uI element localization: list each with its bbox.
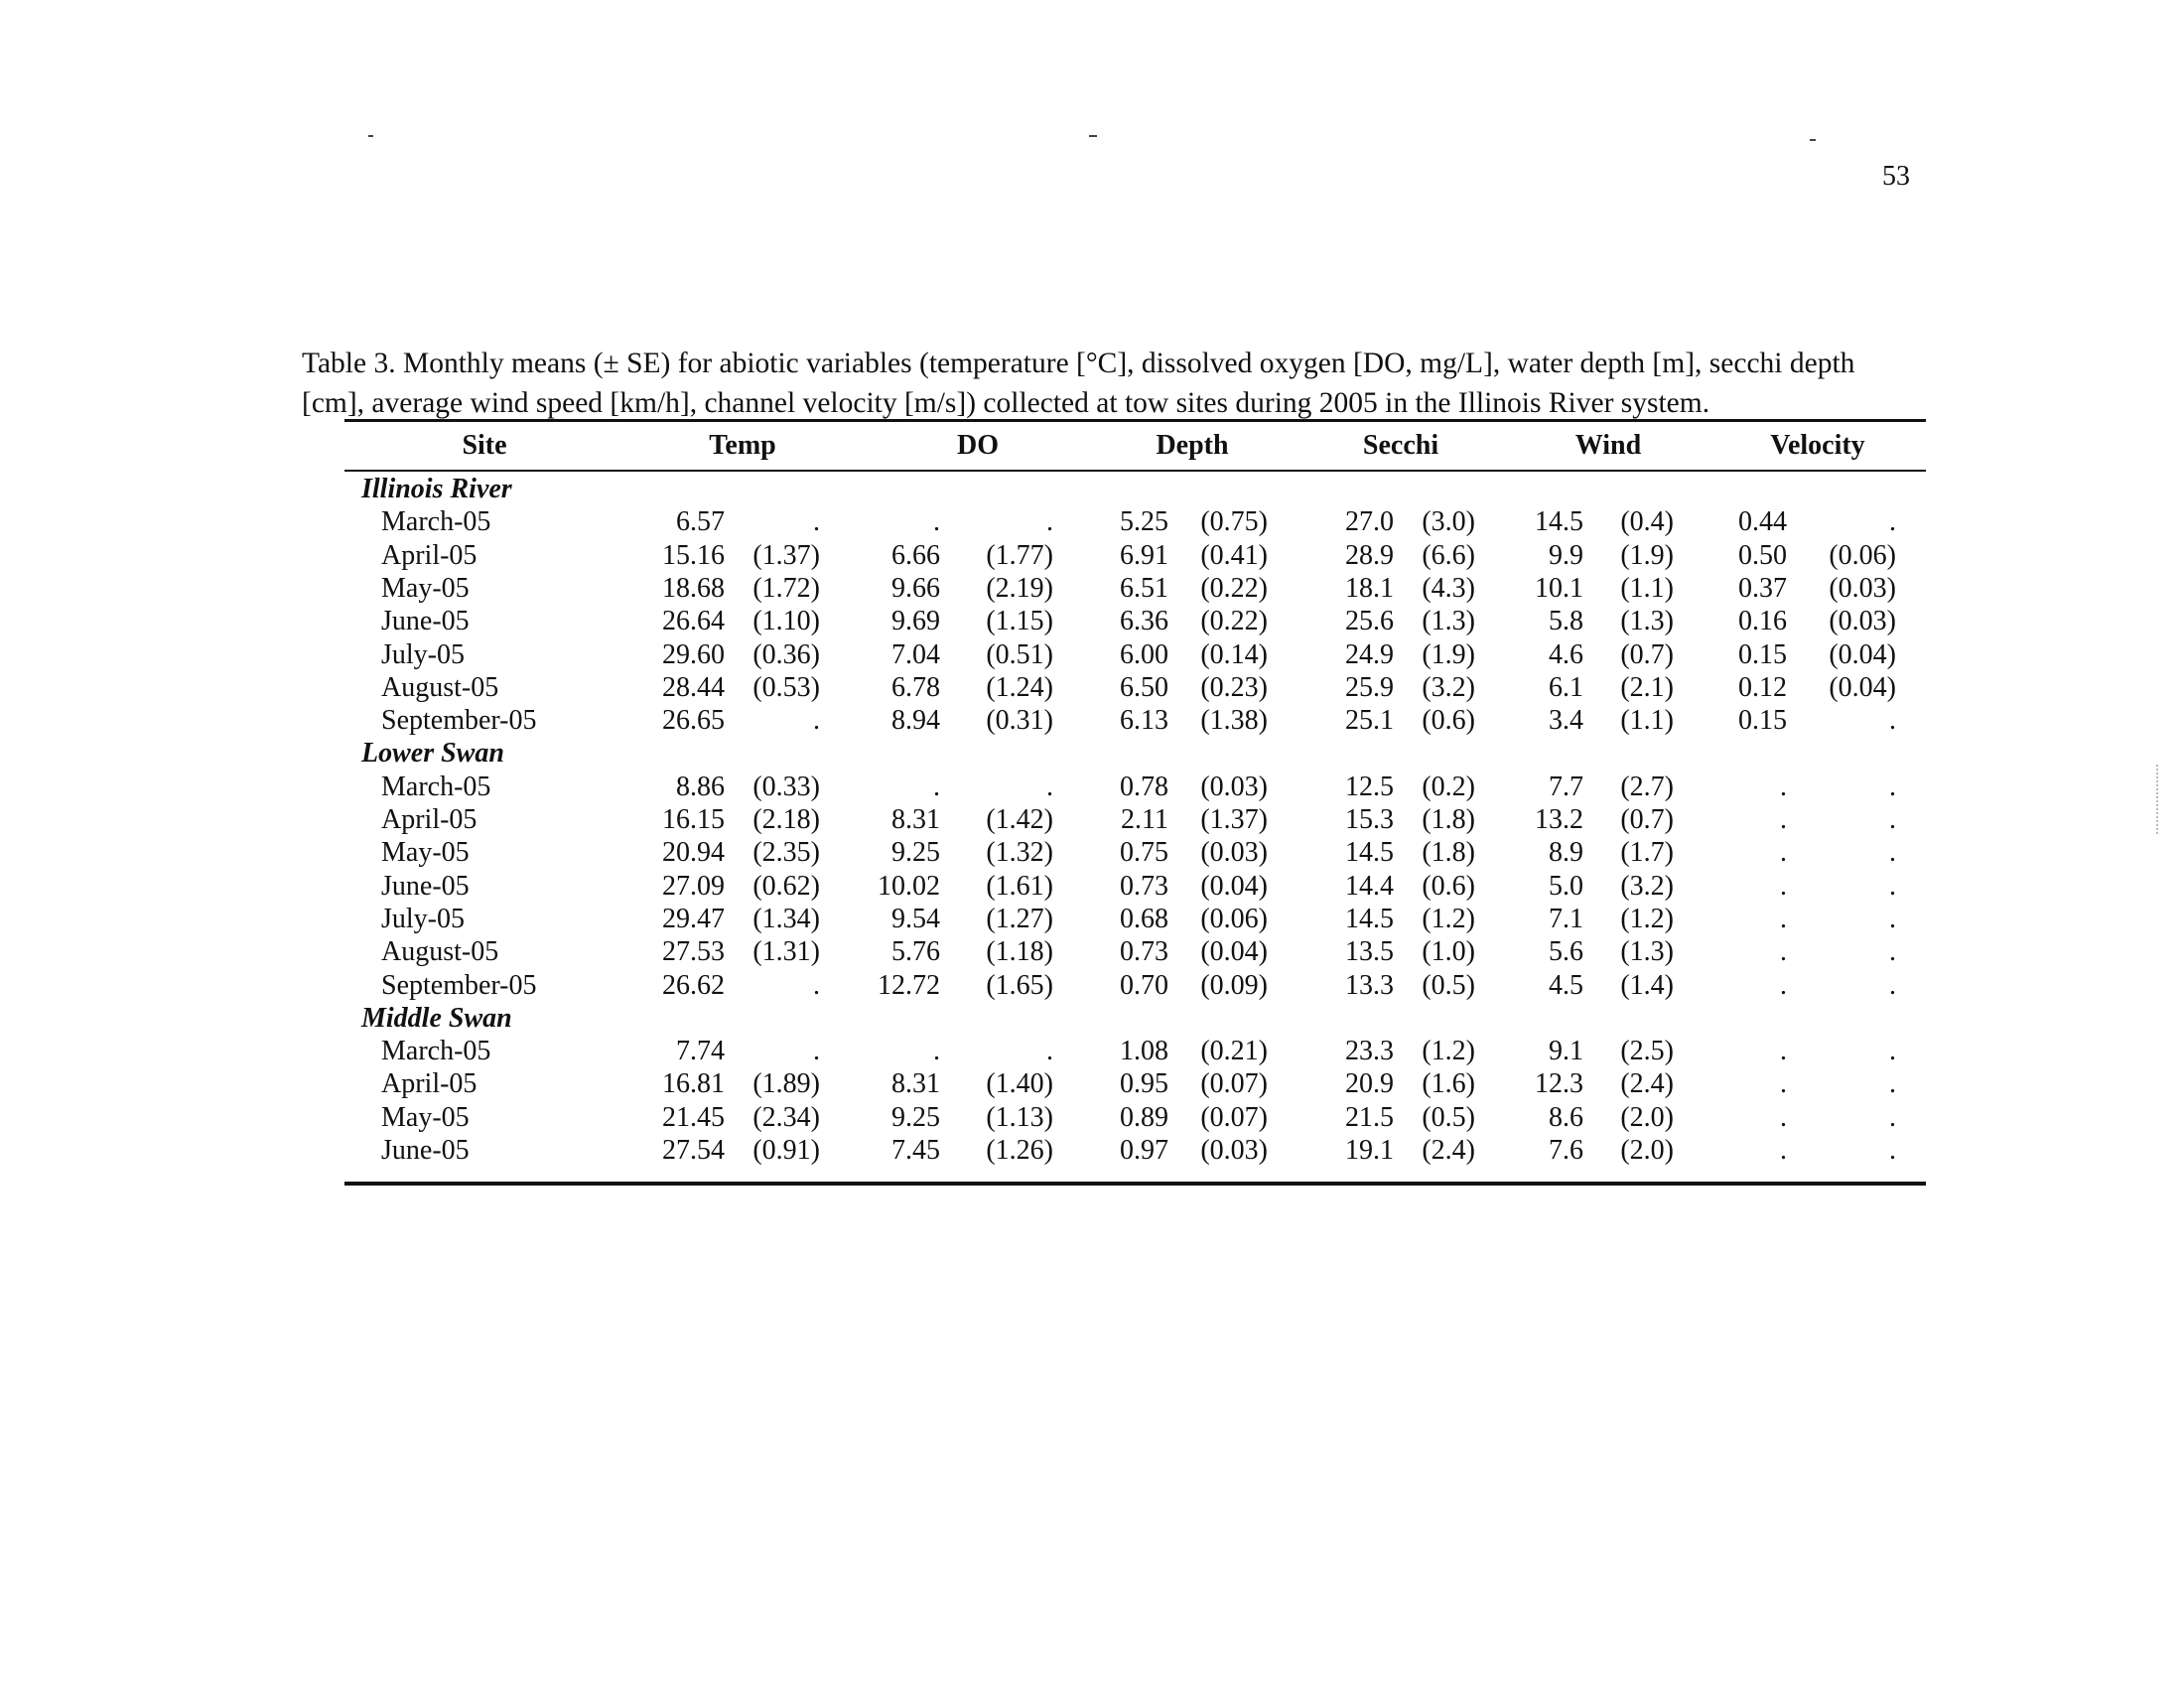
se-value-cell: (1.31) — [752, 936, 820, 967]
row-month-label: March-05 — [381, 772, 491, 802]
mean-value-cell: 21.45 — [662, 1102, 725, 1133]
table-top-rule — [344, 419, 1926, 422]
se-value-cell: (3.0) — [1422, 506, 1475, 537]
table-header-rule — [344, 470, 1926, 472]
se-value-cell: (0.07) — [1200, 1102, 1268, 1133]
se-value-cell: (1.4) — [1620, 970, 1674, 1001]
mean-value-cell: . — [933, 506, 940, 537]
se-value-cell: (1.3) — [1422, 606, 1475, 636]
se-value-cell: (0.09) — [1200, 970, 1268, 1001]
se-value-cell: (0.23) — [1200, 672, 1268, 703]
mean-value-cell: 0.75 — [1120, 837, 1168, 868]
scan-mark-left — [368, 135, 373, 137]
se-value-cell: (2.1) — [1620, 672, 1674, 703]
mean-value-cell: 0.70 — [1120, 970, 1168, 1001]
row-month-label: June-05 — [381, 871, 470, 902]
se-value-cell: . — [1889, 837, 1896, 868]
se-value-cell: (1.34) — [752, 904, 820, 934]
se-value-cell: (2.4) — [1422, 1135, 1475, 1166]
mean-value-cell: 9.25 — [891, 837, 940, 868]
mean-value-cell: 9.66 — [891, 573, 940, 604]
mean-value-cell: 28.44 — [662, 672, 725, 703]
se-value-cell: (2.34) — [752, 1102, 820, 1133]
mean-value-cell: 26.62 — [662, 970, 725, 1001]
se-value-cell: (1.10) — [752, 606, 820, 636]
mean-value-cell: 12.5 — [1345, 772, 1394, 802]
se-value-cell: (0.4) — [1620, 506, 1674, 537]
mean-value-cell: 7.74 — [676, 1036, 725, 1066]
mean-value-cell: 0.73 — [1120, 936, 1168, 967]
se-value-cell: (0.31) — [986, 705, 1053, 736]
mean-value-cell: 28.9 — [1345, 540, 1394, 571]
mean-value-cell: 3.4 — [1549, 705, 1583, 736]
se-value-cell: . — [1889, 970, 1896, 1001]
scan-mark-center — [1089, 135, 1097, 137]
mean-value-cell: 9.1 — [1549, 1036, 1583, 1066]
mean-value-cell: 23.3 — [1345, 1036, 1394, 1066]
se-value-cell: (0.04) — [1200, 871, 1268, 902]
se-value-cell: (0.7) — [1620, 639, 1674, 670]
se-value-cell: (1.32) — [986, 837, 1053, 868]
column-header-do: DO — [957, 430, 999, 461]
mean-value-cell: 9.69 — [891, 606, 940, 636]
mean-value-cell: 0.50 — [1738, 540, 1787, 571]
se-value-cell: (1.8) — [1422, 804, 1475, 835]
se-value-cell: (1.6) — [1422, 1068, 1475, 1099]
se-value-cell: (1.7) — [1620, 837, 1674, 868]
se-value-cell: . — [1889, 1135, 1896, 1166]
se-value-cell: (1.1) — [1620, 573, 1674, 604]
mean-value-cell: 25.6 — [1345, 606, 1394, 636]
mean-value-cell: 18.1 — [1345, 573, 1394, 604]
mean-value-cell: 20.9 — [1345, 1068, 1394, 1099]
se-value-cell: (0.6) — [1422, 871, 1475, 902]
site-group-label: Middle Swan — [361, 1003, 512, 1034]
se-value-cell: (1.2) — [1422, 904, 1475, 934]
mean-value-cell: 12.3 — [1535, 1068, 1583, 1099]
mean-value-cell: 6.66 — [891, 540, 940, 571]
se-value-cell: (0.53) — [752, 672, 820, 703]
column-header-velocity: Velocity — [1770, 430, 1865, 461]
se-value-cell: . — [1889, 705, 1896, 736]
mean-value-cell: 7.1 — [1549, 904, 1583, 934]
mean-value-cell: 0.12 — [1738, 672, 1787, 703]
mean-value-cell: 16.15 — [662, 804, 725, 835]
mean-value-cell: 0.37 — [1738, 573, 1787, 604]
mean-value-cell: 8.6 — [1549, 1102, 1583, 1133]
se-value-cell: . — [1889, 936, 1896, 967]
row-month-label: March-05 — [381, 506, 491, 537]
se-value-cell: (1.2) — [1620, 904, 1674, 934]
row-month-label: May-05 — [381, 1102, 470, 1133]
mean-value-cell: 6.1 — [1549, 672, 1583, 703]
mean-value-cell: 6.57 — [676, 506, 725, 537]
mean-value-cell: 8.86 — [676, 772, 725, 802]
mean-value-cell: 14.5 — [1345, 904, 1394, 934]
mean-value-cell: 0.44 — [1738, 506, 1787, 537]
mean-value-cell: 15.16 — [662, 540, 725, 571]
mean-value-cell: . — [1780, 837, 1787, 868]
se-value-cell: (2.5) — [1620, 1036, 1674, 1066]
row-month-label: May-05 — [381, 573, 470, 604]
row-month-label: March-05 — [381, 1036, 491, 1066]
se-value-cell: (1.24) — [986, 672, 1053, 703]
mean-value-cell: 0.73 — [1120, 871, 1168, 902]
mean-value-cell: 19.1 — [1345, 1135, 1394, 1166]
se-value-cell: (1.0) — [1422, 936, 1475, 967]
row-month-label: June-05 — [381, 1135, 470, 1166]
row-month-label: April-05 — [381, 804, 478, 835]
se-value-cell: (0.07) — [1200, 1068, 1268, 1099]
se-value-cell: (0.36) — [752, 639, 820, 670]
se-value-cell: (1.2) — [1422, 1036, 1475, 1066]
scan-edge-dots — [2156, 765, 2160, 834]
row-month-label: April-05 — [381, 1068, 478, 1099]
se-value-cell: (1.3) — [1620, 606, 1674, 636]
se-value-cell: . — [813, 1036, 820, 1066]
row-month-label: July-05 — [381, 639, 465, 670]
mean-value-cell: 0.97 — [1120, 1135, 1168, 1166]
se-value-cell: (2.0) — [1620, 1135, 1674, 1166]
mean-value-cell: . — [1780, 970, 1787, 1001]
se-value-cell: . — [1889, 1102, 1896, 1133]
mean-value-cell: . — [1780, 936, 1787, 967]
se-value-cell: . — [1046, 1036, 1053, 1066]
mean-value-cell: 0.95 — [1120, 1068, 1168, 1099]
mean-value-cell: 21.5 — [1345, 1102, 1394, 1133]
se-value-cell: (0.7) — [1620, 804, 1674, 835]
mean-value-cell: . — [1780, 904, 1787, 934]
se-value-cell: (0.21) — [1200, 1036, 1268, 1066]
se-value-cell: (1.38) — [1200, 705, 1268, 736]
se-value-cell: (1.40) — [986, 1068, 1053, 1099]
se-value-cell: (0.03) — [1200, 772, 1268, 802]
se-value-cell: . — [1046, 772, 1053, 802]
se-value-cell: (1.26) — [986, 1135, 1053, 1166]
se-value-cell: . — [1889, 804, 1896, 835]
se-value-cell: (0.03) — [1200, 1135, 1268, 1166]
site-group-label: Illinois River — [361, 474, 512, 504]
row-month-label: August-05 — [381, 672, 499, 703]
table-bottom-rule — [344, 1182, 1926, 1186]
se-value-cell: (0.41) — [1200, 540, 1268, 571]
se-value-cell: (0.14) — [1200, 639, 1268, 670]
se-value-cell: (2.4) — [1620, 1068, 1674, 1099]
mean-value-cell: 6.00 — [1120, 639, 1168, 670]
se-value-cell: . — [813, 970, 820, 1001]
mean-value-cell: 7.45 — [891, 1135, 940, 1166]
mean-value-cell: 7.7 — [1549, 772, 1583, 802]
row-month-label: June-05 — [381, 606, 470, 636]
row-month-label: September-05 — [381, 970, 537, 1001]
se-value-cell: . — [1889, 1068, 1896, 1099]
se-value-cell: (0.04) — [1200, 936, 1268, 967]
mean-value-cell: . — [933, 1036, 940, 1066]
mean-value-cell: 6.51 — [1120, 573, 1168, 604]
mean-value-cell: . — [1780, 804, 1787, 835]
mean-value-cell: 8.94 — [891, 705, 940, 736]
se-value-cell: (1.27) — [986, 904, 1053, 934]
mean-value-cell: 9.25 — [891, 1102, 940, 1133]
mean-value-cell: 27.53 — [662, 936, 725, 967]
se-value-cell: (0.03) — [1200, 837, 1268, 868]
mean-value-cell: 8.9 — [1549, 837, 1583, 868]
column-header-wind: Wind — [1574, 430, 1642, 461]
se-value-cell: (1.61) — [986, 871, 1053, 902]
mean-value-cell: . — [1780, 1102, 1787, 1133]
se-value-cell: . — [813, 705, 820, 736]
row-month-label: August-05 — [381, 936, 499, 967]
se-value-cell: (0.62) — [752, 871, 820, 902]
mean-value-cell: 10.1 — [1535, 573, 1583, 604]
mean-value-cell: 5.6 — [1549, 936, 1583, 967]
mean-value-cell: 10.02 — [878, 871, 940, 902]
mean-value-cell: 9.54 — [891, 904, 940, 934]
mean-value-cell: 9.9 — [1549, 540, 1583, 571]
mean-value-cell: 16.81 — [662, 1068, 725, 1099]
mean-value-cell: 20.94 — [662, 837, 725, 868]
se-value-cell: (4.3) — [1422, 573, 1475, 604]
mean-value-cell: 12.72 — [878, 970, 940, 1001]
mean-value-cell: 18.68 — [662, 573, 725, 604]
se-value-cell: . — [1046, 506, 1053, 537]
se-value-cell: . — [1889, 871, 1896, 902]
se-value-cell: (3.2) — [1620, 871, 1674, 902]
se-value-cell: (0.6) — [1422, 705, 1475, 736]
se-value-cell: (2.19) — [986, 573, 1053, 604]
se-value-cell: (6.6) — [1422, 540, 1475, 571]
mean-value-cell: 5.76 — [891, 936, 940, 967]
row-month-label: April-05 — [381, 540, 478, 571]
table-caption: Table 3. Monthly means (± SE) for abiotic variables (temperature [°C], dissolved oxygen [DO, mg/L], water depth [m], secchi depth [cm], average wind speed [km/h], channel velocity [m/s]) collected at tow sites during 2005 in the Illinois River system. — [302, 348, 1855, 419]
se-value-cell: (1.3) — [1620, 936, 1674, 967]
se-value-cell: (0.04) — [1829, 672, 1896, 703]
se-value-cell: (0.2) — [1422, 772, 1475, 802]
mean-value-cell: 2.11 — [1121, 804, 1168, 835]
se-value-cell: (2.0) — [1620, 1102, 1674, 1133]
column-header-site: Site — [462, 430, 507, 461]
mean-value-cell: 8.31 — [891, 1068, 940, 1099]
se-value-cell: . — [1889, 506, 1896, 537]
mean-value-cell: 27.0 — [1345, 506, 1394, 537]
se-value-cell: (2.35) — [752, 837, 820, 868]
se-value-cell: (1.15) — [986, 606, 1053, 636]
mean-value-cell: 6.36 — [1120, 606, 1168, 636]
mean-value-cell: 26.64 — [662, 606, 725, 636]
mean-value-cell: 6.78 — [891, 672, 940, 703]
se-value-cell: (1.37) — [1200, 804, 1268, 835]
mean-value-cell: 29.47 — [662, 904, 725, 934]
mean-value-cell: 6.91 — [1120, 540, 1168, 571]
mean-value-cell: 0.78 — [1120, 772, 1168, 802]
mean-value-cell: 5.8 — [1549, 606, 1583, 636]
se-value-cell: (1.8) — [1422, 837, 1475, 868]
mean-value-cell: 14.5 — [1345, 837, 1394, 868]
mean-value-cell: 0.68 — [1120, 904, 1168, 934]
se-value-cell: (0.75) — [1200, 506, 1268, 537]
mean-value-cell: 7.6 — [1549, 1135, 1583, 1166]
se-value-cell: (1.13) — [986, 1102, 1053, 1133]
mean-value-cell: 7.04 — [891, 639, 940, 670]
mean-value-cell: 0.89 — [1120, 1102, 1168, 1133]
se-value-cell: (2.18) — [752, 804, 820, 835]
mean-value-cell: 4.6 — [1549, 639, 1583, 670]
mean-value-cell: 4.5 — [1549, 970, 1583, 1001]
mean-value-cell: 0.16 — [1738, 606, 1787, 636]
mean-value-cell: 15.3 — [1345, 804, 1394, 835]
mean-value-cell: 26.65 — [662, 705, 725, 736]
se-value-cell: (0.33) — [752, 772, 820, 802]
se-value-cell: (1.42) — [986, 804, 1053, 835]
se-value-cell: (0.5) — [1422, 1102, 1475, 1133]
column-header-secchi: Secchi — [1362, 430, 1439, 461]
mean-value-cell: . — [1780, 1135, 1787, 1166]
mean-value-cell: 27.09 — [662, 871, 725, 902]
mean-value-cell: 27.54 — [662, 1135, 725, 1166]
mean-value-cell: 0.15 — [1738, 705, 1787, 736]
mean-value-cell: . — [1780, 871, 1787, 902]
mean-value-cell: 5.25 — [1120, 506, 1168, 537]
mean-value-cell: 8.31 — [891, 804, 940, 835]
mean-value-cell: 25.9 — [1345, 672, 1394, 703]
se-value-cell: (0.06) — [1829, 540, 1896, 571]
mean-value-cell: . — [1780, 1036, 1787, 1066]
site-group-label: Lower Swan — [361, 738, 504, 769]
mean-value-cell: 13.5 — [1345, 936, 1394, 967]
se-value-cell: . — [1889, 772, 1896, 802]
se-value-cell: (1.9) — [1422, 639, 1475, 670]
se-value-cell: (0.22) — [1200, 573, 1268, 604]
page-number: 53 — [1882, 161, 1910, 192]
se-value-cell: . — [813, 506, 820, 537]
mean-value-cell: 13.2 — [1535, 804, 1583, 835]
mean-value-cell: . — [1780, 772, 1787, 802]
mean-value-cell: 1.08 — [1120, 1036, 1168, 1066]
se-value-cell: . — [1889, 1036, 1896, 1066]
se-value-cell: (1.77) — [986, 540, 1053, 571]
se-value-cell: (1.89) — [752, 1068, 820, 1099]
mean-value-cell: 14.5 — [1535, 506, 1583, 537]
se-value-cell: (1.18) — [986, 936, 1053, 967]
se-value-cell: (1.9) — [1620, 540, 1674, 571]
mean-value-cell: 25.1 — [1345, 705, 1394, 736]
se-value-cell: (2.7) — [1620, 772, 1674, 802]
se-value-cell: (0.04) — [1829, 639, 1896, 670]
mean-value-cell: 14.4 — [1345, 871, 1394, 902]
mean-value-cell: . — [933, 772, 940, 802]
mean-value-cell: 6.13 — [1120, 705, 1168, 736]
scan-mark-right — [1810, 139, 1816, 141]
mean-value-cell: 24.9 — [1345, 639, 1394, 670]
column-header-depth: Depth — [1156, 430, 1229, 461]
mean-value-cell: 0.15 — [1738, 639, 1787, 670]
row-month-label: July-05 — [381, 904, 465, 934]
se-value-cell: (0.51) — [986, 639, 1053, 670]
row-month-label: May-05 — [381, 837, 470, 868]
se-value-cell: (0.03) — [1829, 573, 1896, 604]
row-month-label: September-05 — [381, 705, 537, 736]
se-value-cell: (0.03) — [1829, 606, 1896, 636]
se-value-cell: (0.5) — [1422, 970, 1475, 1001]
column-header-temp: Temp — [709, 430, 776, 461]
se-value-cell: (1.72) — [752, 573, 820, 604]
mean-value-cell: 13.3 — [1345, 970, 1394, 1001]
se-value-cell: (0.22) — [1200, 606, 1268, 636]
mean-value-cell: 6.50 — [1120, 672, 1168, 703]
se-value-cell: (0.91) — [752, 1135, 820, 1166]
se-value-cell: (3.2) — [1422, 672, 1475, 703]
se-value-cell: (0.06) — [1200, 904, 1268, 934]
mean-value-cell: 29.60 — [662, 639, 725, 670]
se-value-cell: (1.65) — [986, 970, 1053, 1001]
mean-value-cell: . — [1780, 1068, 1787, 1099]
se-value-cell: . — [1889, 904, 1896, 934]
se-value-cell: (1.37) — [752, 540, 820, 571]
mean-value-cell: 5.0 — [1549, 871, 1583, 902]
se-value-cell: (1.1) — [1620, 705, 1674, 736]
